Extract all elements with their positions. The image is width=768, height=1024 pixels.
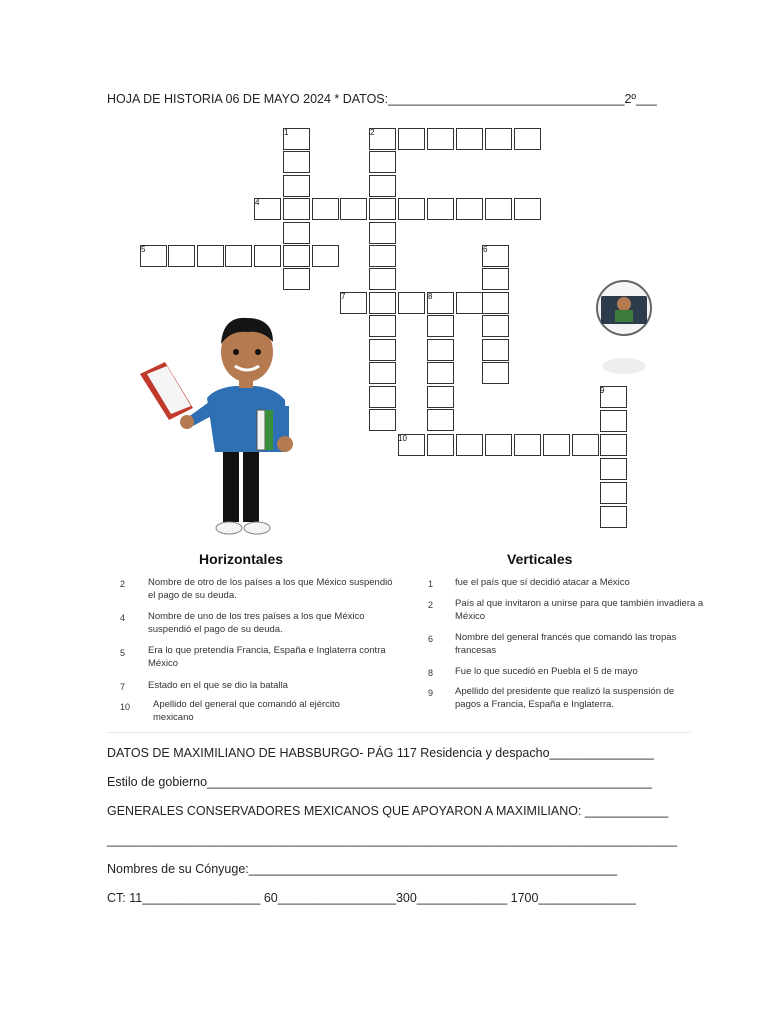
- crossword-cell: [398, 128, 425, 150]
- crossword-cell: [485, 128, 512, 150]
- crossword-cell: [600, 434, 627, 456]
- clue-number: 8: [428, 668, 434, 678]
- page-header: HOJA DE HISTORIA 06 DE MAYO 2024 * DATOS:__________________________________2º___: [107, 92, 657, 106]
- crossword-cell: [482, 292, 509, 314]
- crossword-cell: [283, 245, 310, 267]
- crossword-cell: [427, 386, 454, 408]
- form-line-government-style: Estilo de gobierno________________________________________________________________: [107, 775, 652, 789]
- crossword-cell: [485, 434, 512, 456]
- form-line-residence: DATOS DE MAXIMILIANO DE HABSBURGO- PÁG 117 Residencia y despacho_______________: [107, 746, 654, 760]
- clue-number: 7: [120, 682, 126, 692]
- crossword-cell: [600, 410, 627, 432]
- clue-number: 6: [428, 634, 434, 644]
- crossword-cell: [427, 198, 454, 220]
- crossword-cell: [283, 151, 310, 173]
- clue-number: 2: [428, 600, 434, 610]
- crossword-cell: [456, 198, 483, 220]
- crossword-cell: [369, 339, 396, 361]
- clue-text: Era lo que pretendía Francia, España e Inglaterra contra México: [148, 645, 386, 669]
- clue-number: 5: [120, 648, 126, 658]
- crossword-cell: [456, 434, 483, 456]
- clue-number: 10: [120, 702, 131, 712]
- crossword-number: 2: [370, 128, 375, 137]
- crossword-cell: [312, 245, 339, 267]
- clue-text: Apellido del presidente que realizó la suspensión de pagos a Francia, España e Inglaterra.: [455, 686, 675, 710]
- crossword-cell: [283, 268, 310, 290]
- crossword-cell: [482, 362, 509, 384]
- form-line-ct: CT: 11_________________ 60_________________300_____________ 1700______________: [107, 891, 636, 905]
- section-divider: [107, 732, 691, 733]
- crossword-cell: [369, 198, 396, 220]
- crossword-cell: [369, 409, 396, 431]
- crossword-number: 6: [483, 245, 488, 254]
- crossword-cell: [283, 198, 310, 220]
- clue-text: Fue lo que sucedió en Puebla el 5 de mayo: [455, 666, 638, 677]
- crossword-cell: [427, 128, 454, 150]
- crossword-cell: [283, 222, 310, 244]
- crossword-cell: [369, 151, 396, 173]
- clue-text: Apellido del general que comandó al ejército mexicano: [153, 699, 340, 723]
- crossword-cell: [254, 245, 281, 267]
- crossword-cell: [225, 245, 252, 267]
- crossword-number: 5: [141, 245, 146, 254]
- clue-text: Nombre de otro de los países a los que México suspendió el pago de su deuda.: [148, 577, 393, 601]
- crossword-cell: [514, 128, 541, 150]
- crossword-cell: [482, 268, 509, 290]
- form-line-spouse: Nombres de su Cónyuge:_____________________________________________________: [107, 862, 618, 876]
- crossword-cell: [168, 245, 195, 267]
- crossword-number: 9: [600, 386, 605, 395]
- crossword-cell: [427, 409, 454, 431]
- crossword-cell: [340, 198, 367, 220]
- crossword-cell: [197, 245, 224, 267]
- crossword-cell: [427, 315, 454, 337]
- crossword-cell: [485, 198, 512, 220]
- crossword-cell: [427, 434, 454, 456]
- crossword-cell: [427, 362, 454, 384]
- clue-text: Estado en el que se dio la batalla: [148, 680, 288, 691]
- crossword-cell: [482, 315, 509, 337]
- clue-number: 2: [120, 579, 126, 589]
- crossword-cell: [369, 245, 396, 267]
- crossword-number: 10: [398, 434, 407, 443]
- clue-text: Nombre del general francés que comandó las tropas francesas: [455, 632, 677, 656]
- crossword-cell: [514, 198, 541, 220]
- crossword-cell: [369, 222, 396, 244]
- teacher-avatar: [135, 312, 305, 544]
- crossword-cell: [456, 128, 483, 150]
- crossword-cell: [482, 339, 509, 361]
- crossword-cell: [600, 458, 627, 480]
- crossword-number: 7: [341, 292, 346, 301]
- crossword-cell: [312, 198, 339, 220]
- crossword-cell: [427, 339, 454, 361]
- crossword-cell: [369, 175, 396, 197]
- crossword-cell: [398, 198, 425, 220]
- crossword-cell: [600, 482, 627, 504]
- crossword-cell: [398, 292, 425, 314]
- clue-text: País al que invitaron a unirse para que también invadiera a México: [455, 598, 704, 622]
- clue-number: 9: [428, 688, 434, 698]
- clue-number: 1: [428, 579, 434, 589]
- crossword-cell: [369, 268, 396, 290]
- clue-number: 4: [120, 613, 126, 623]
- laptop-avatar-badge: [591, 280, 657, 380]
- crossword-cell: [369, 362, 396, 384]
- crossword-cell: [572, 434, 599, 456]
- crossword-cell: [369, 315, 396, 337]
- crossword-cell: [600, 506, 627, 528]
- crossword-cell: [369, 292, 396, 314]
- crossword-cell: [543, 434, 570, 456]
- crossword-cell: [283, 175, 310, 197]
- clue-text: fue el país que sí decidió atacar a México: [455, 577, 630, 588]
- verticales-title: Verticales: [507, 551, 573, 567]
- crossword-number: 8: [428, 292, 433, 301]
- form-line-blank: __________________________________________________________________________________: [107, 833, 678, 847]
- horizontales-title: Horizontales: [199, 551, 284, 567]
- form-line-generals: GENERALES CONSERVADORES MEXICANOS QUE APOYARON A MAXIMILIANO: ____________: [107, 804, 669, 818]
- crossword-cell: [514, 434, 541, 456]
- clue-text: Nombre de uno de los tres países a los que México suspendió el pago de su deuda.: [148, 611, 365, 635]
- crossword-number: 4: [255, 198, 260, 207]
- crossword-number: 1: [284, 128, 289, 137]
- crossword-cell: [369, 386, 396, 408]
- crossword-cell: [456, 292, 483, 314]
